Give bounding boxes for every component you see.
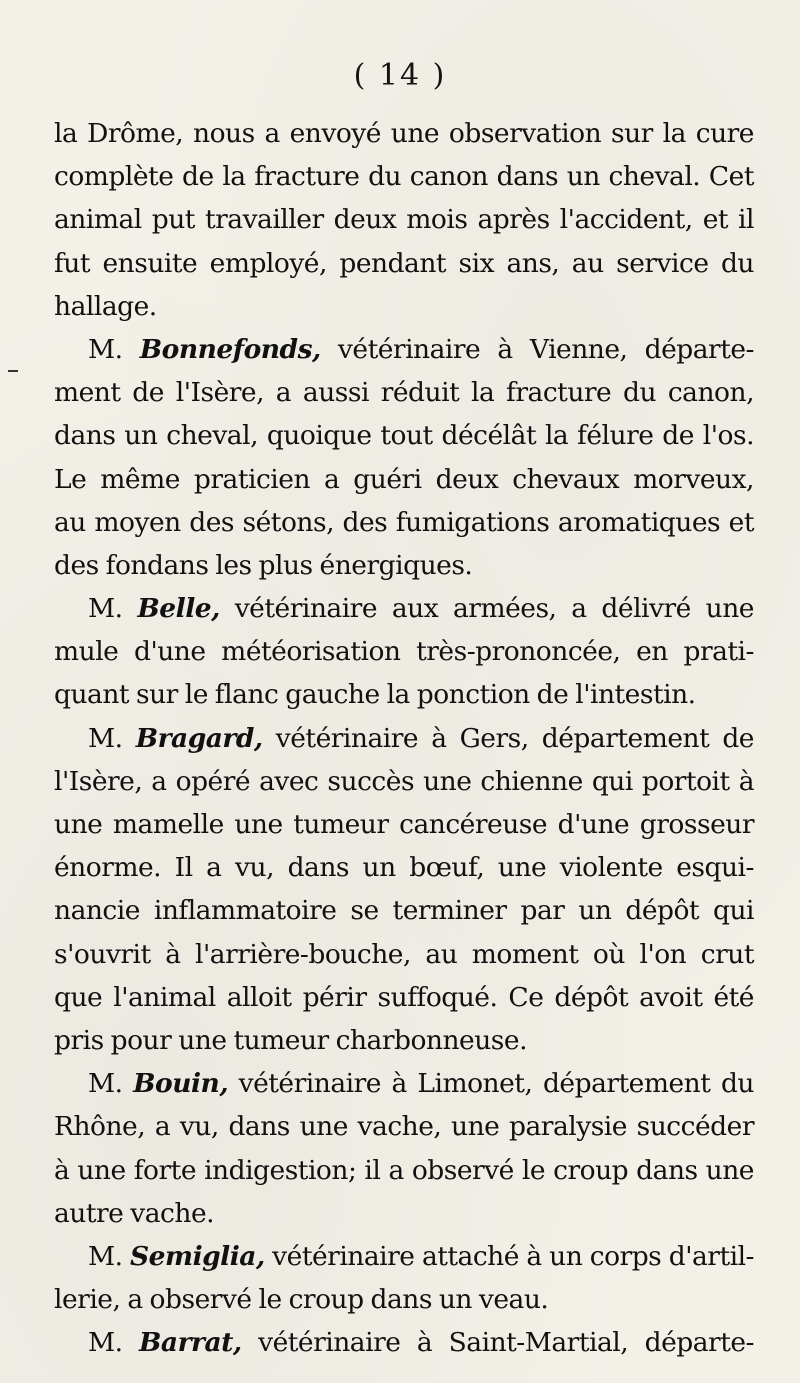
- text-line: [54, 1235, 754, 1278]
- text-line: dans un cheval, quoique tout décélât la félure de l'os.: [54, 420, 754, 452]
- line-lead: M.: [88, 1240, 131, 1272]
- text-line: [54, 587, 754, 630]
- body-text: [54, 112, 754, 1364]
- person-name: Bonnefonds,: [139, 333, 321, 365]
- text-line: Le même praticien a guéri deux chevaux morveux,: [54, 463, 754, 495]
- text-line: mule d'une météorisation très-prononcée, en prati-: [54, 636, 754, 668]
- person-name: Barrat,: [139, 1327, 242, 1359]
- text-line: [54, 1321, 754, 1364]
- line-lead: M.: [88, 1068, 134, 1100]
- text-line: énorme. Il a vu, dans un bœuf, une violente esqui-: [54, 852, 754, 884]
- page-number: ( 14 ): [353, 58, 447, 93]
- person-name: Bouin,: [133, 1068, 229, 1100]
- text-line: la Drôme, nous a envoyé une observation sur la cure: [54, 118, 754, 149]
- line-lead: M.: [88, 593, 138, 625]
- line-rest: vétérinaire à Saint-Martial, départe-: [241, 1327, 754, 1359]
- line-rest: vétérinaire à Limonet, département du: [228, 1068, 754, 1100]
- text-line: que l'animal alloit périr suffoqué. Ce dépôt avoit été: [54, 981, 754, 1013]
- line-lead: M.: [88, 1327, 140, 1359]
- line-rest: vétérinaire attaché à un corps d'artil-: [264, 1240, 754, 1272]
- text-line: à une forte indigestion; il a observé le croup dans une: [54, 1154, 754, 1186]
- text-line: pris pour une tumeur charbonneuse.: [54, 1024, 528, 1056]
- text-line: s'ouvrit à l'arrière-bouche, au moment où l'on crut: [54, 938, 754, 970]
- text-line: nancie inflammatoire se terminer par un dépôt qui: [54, 895, 754, 927]
- text-line: des fondans les plus énergiques.: [54, 549, 473, 581]
- line-lead: M.: [88, 722, 136, 754]
- text-line: hallage.: [54, 290, 157, 322]
- text-line: [54, 1062, 754, 1105]
- person-name: Bragard,: [135, 722, 263, 754]
- text-line: fut ensuite employé, pendant six ans, au service du: [54, 247, 754, 279]
- text-line: Rhône, a vu, dans une vache, une paralysie succéder: [54, 1111, 754, 1143]
- text-line: complète de la fracture du canon dans un cheval. Cet: [54, 161, 754, 193]
- text-line: ment de l'Isère, a aussi réduit la fracture du canon,: [54, 377, 754, 409]
- line-rest: vétérinaire à Gers, département de: [262, 722, 754, 754]
- person-name: Belle,: [137, 593, 220, 625]
- text-line: une mamelle une tumeur cancéreuse d'une grosseur: [54, 809, 754, 840]
- text-line: au moyen des sétons, des fumigations aromatiques et: [54, 506, 754, 538]
- person-name: Semiglia,: [130, 1240, 265, 1272]
- text-line: animal put travailler deux mois après l'accident, et il: [54, 204, 754, 236]
- text-line: [54, 717, 754, 760]
- text-line: lerie, a observé le croup dans un veau.: [54, 1284, 549, 1316]
- text-line: autre vache.: [54, 1197, 215, 1229]
- line-lead: M.: [88, 333, 140, 365]
- margin-mark: [8, 370, 18, 372]
- text-line: quant sur le flanc gauche la ponction de l'intestin.: [54, 679, 696, 711]
- text-line: l'Isère, a opéré avec succès une chienne qui portoit à: [54, 765, 754, 797]
- line-rest: vétérinaire à Vienne, départe-: [320, 333, 755, 365]
- line-rest: vétérinaire aux armées, a délivré une: [219, 593, 754, 625]
- text-line: [54, 328, 754, 371]
